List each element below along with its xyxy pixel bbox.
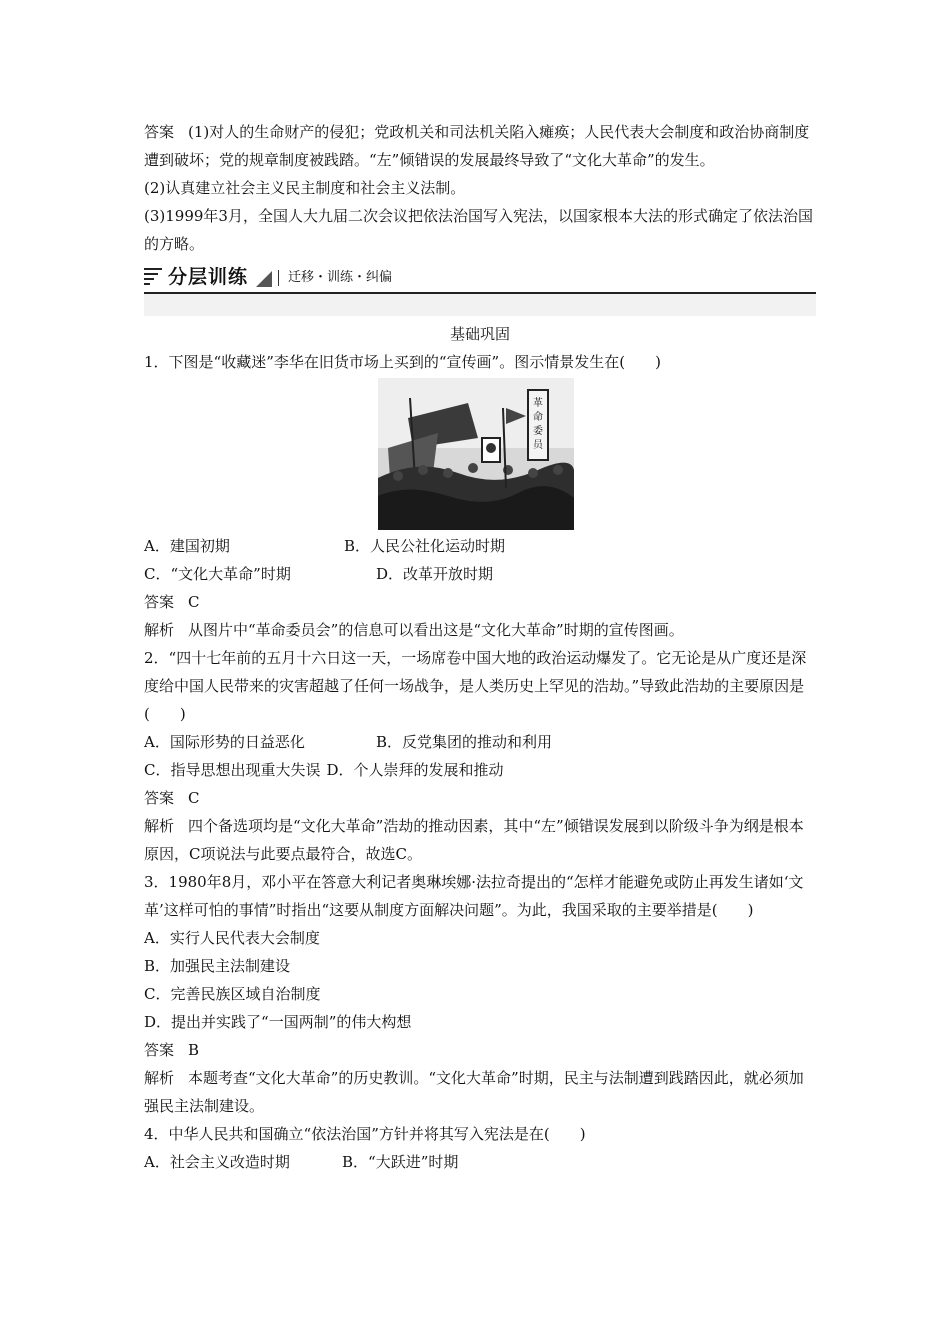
question-3 <box>144 868 816 1120</box>
option-b: B．加强民主法制建设 <box>144 957 291 975</box>
options-row-2 <box>144 560 816 588</box>
banner-subtitle: 迁移・训练・纠偏 <box>288 270 393 285</box>
option-c: C．指导思想出现重大失误 <box>144 761 321 779</box>
banner-shadow-band <box>144 294 816 316</box>
question-4 <box>144 1120 816 1176</box>
propaganda-poster-image <box>378 378 574 530</box>
option-c: C．完善民族区域自治制度 <box>144 985 321 1003</box>
option-c: C．“文化大革命”时期 <box>144 565 291 583</box>
answer-line: 答案 C <box>144 789 200 807</box>
svg-text:员: 员 <box>533 440 543 451</box>
options-row-1 <box>144 1148 816 1176</box>
options-row-2 <box>144 756 816 784</box>
answer-line: 答案 B <box>144 1041 200 1059</box>
question-stem: 4．中华人民共和国确立“依法治国”方针并将其写入宪法是在( ) <box>144 1125 586 1143</box>
section-banner <box>144 262 816 294</box>
svg-text:委: 委 <box>533 426 543 437</box>
section-title: 基础巩固 <box>449 325 510 343</box>
answer-value: C <box>188 593 200 611</box>
option-b: B．反党集团的推动和利用 <box>376 733 553 751</box>
banner-title: 分层训练 <box>168 266 249 288</box>
option-a: A．国际形势的日益恶化 <box>144 733 305 751</box>
option-b: B．“大跃进”时期 <box>342 1153 459 1171</box>
option-d: D．提出并实践了“一国两制”的伟大构想 <box>144 1013 412 1031</box>
option-a: A．建国初期 <box>144 537 230 555</box>
banner-triangle-icon <box>256 271 272 287</box>
answer-paragraph-3: (3)1999年3月，全国人大九届二次会议把依法治国写入宪法，以国家根本大法的形式确定了依法治国的方略。 <box>144 207 813 253</box>
answer-line: 答案 C <box>144 593 200 611</box>
answer-label: 答案 <box>144 123 175 141</box>
analysis-line: 解析 从图片中“革命委员会”的信息可以看出这是“文化大革命”时期的宣传图画。 <box>144 621 684 639</box>
analysis-line: 解析 本题考查“文化大革命”的历史教训。“文化大革命”时期，民主与法制遭到践踏因此，就必须加强民主法制建设。 <box>144 1069 804 1115</box>
svg-text:革: 革 <box>533 398 543 409</box>
option-a: A．实行人民代表大会制度 <box>144 929 320 947</box>
svg-text:命: 命 <box>533 412 543 423</box>
worksheet-page <box>144 118 816 1176</box>
option-b: B．人民公社化运动时期 <box>344 537 506 555</box>
answer-paragraph-2: (2)认真建立社会主义民主制度和社会主义法制。 <box>144 179 466 197</box>
analysis-line: 解析 四个备选项均是“文化大革命”浩劫的推动因素，其中“左”倾错误发展到以阶级斗争为纲是根本原因，C项说法与此要点最符合，故选C。 <box>144 817 804 863</box>
options-row-1 <box>144 728 816 756</box>
question-stem: 3．1980年8月，邓小平在答意大利记者奥琳埃娜·法拉奇提出的“怎样才能避免或防止再发生诸如‘文革’这样可怕的事情”时指出“这要从制度方面解决问题”。为此，我国采取的主要举措是( ) <box>144 873 804 919</box>
question-stem: 2．“四十七年前的五月十六日这一天，一场席卷中国大地的政治运动爆发了。它无论是从广度还是深度给中国人民带来的灾害超越了任何一场战争，是人类历史上罕见的浩劫。”导致此浩劫的主要原因是( ) <box>144 649 807 723</box>
banner-stripes-icon <box>144 268 162 286</box>
answer-value: B <box>188 1041 200 1059</box>
answer-block <box>144 118 816 258</box>
question-stem: 1．下图是“收藏迷”李华在旧货市场上买到的“宣传画”。图示情景发生在( ) <box>144 353 661 371</box>
question-1 <box>144 348 816 644</box>
banner-divider <box>278 270 279 286</box>
answer-value: C <box>188 789 200 807</box>
option-d: D．改革开放时期 <box>376 565 494 583</box>
option-a: A．社会主义改造时期 <box>144 1153 290 1171</box>
question-2 <box>144 644 816 868</box>
option-d: D．个人崇拜的发展和推动 <box>326 761 504 779</box>
options-row-1 <box>144 532 816 560</box>
answer-paragraph-1: 答案 (1)对人的生命财产的侵犯；党政机关和司法机关陷入瘫痪；人民代表大会制度和政治协商制度遭到破坏；党的规章制度被践踏。“左”倾错误的发展最终导致了“文化大革命”的发生。 <box>144 123 810 169</box>
